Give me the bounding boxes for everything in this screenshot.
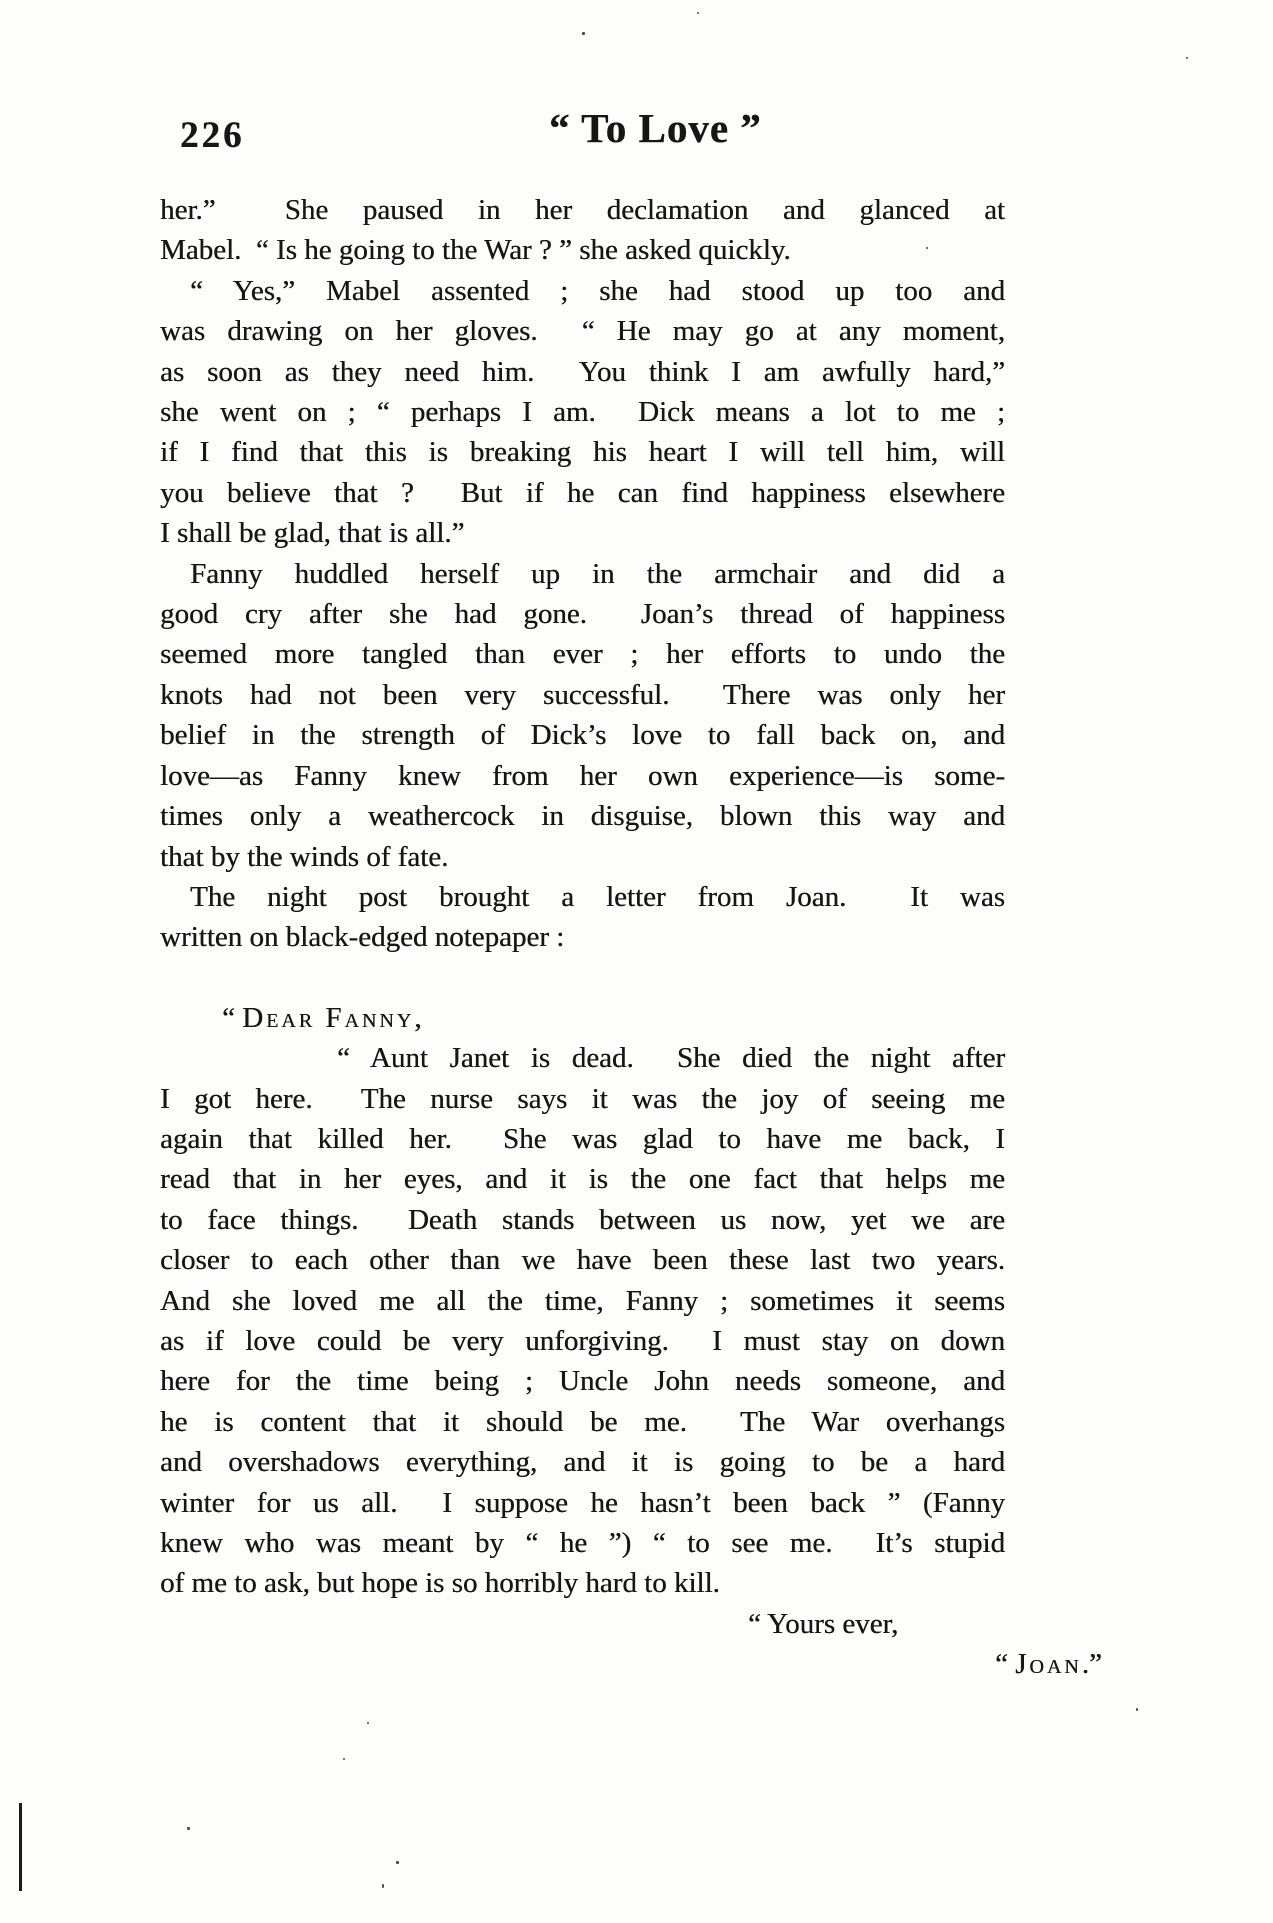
text-line: written on black-edged notepaper : — [160, 921, 565, 954]
paragraph — [160, 877, 1005, 958]
scan-artifact-line — [19, 1803, 22, 1891]
letter-signature — [995, 1644, 1102, 1684]
text-line: “ Yes,” Mabel assented ; she had stood up too and — [190, 274, 1005, 307]
scan-speck — [187, 1827, 190, 1830]
scan-speck — [926, 247, 928, 249]
text-line: Mabel. “ Is he going to the War ? ” she asked quickly. — [160, 234, 791, 267]
text-line: you believe that ? But if he can find happiness elsewhere — [160, 476, 1005, 509]
scan-speck — [582, 32, 585, 35]
text-line: times only a weathercock in disguise, blown this way and — [160, 800, 1005, 833]
scan-speck — [697, 12, 699, 14]
text-line: “ Aunt Janet is dead. She died the night after — [337, 1042, 1005, 1075]
paragraph — [160, 190, 1005, 271]
letter-salutation — [160, 998, 1005, 1038]
signature-end-quote: .” — [1081, 1648, 1102, 1681]
signature-open-quote: “ — [995, 1648, 1016, 1681]
salutation-name: Dear Fanny — [242, 1001, 415, 1034]
text-line: she went on ; “ perhaps I am. Dick means a lot to me ; — [160, 396, 1005, 429]
text-line: The night post brought a letter from Joan. It was — [190, 880, 1005, 913]
text-line: Fanny huddled herself up in the armchair and did a — [190, 557, 1005, 590]
scan-speck — [1136, 1708, 1138, 1711]
text-line: love—as Fanny knew from her own experience—is some- — [160, 759, 1005, 792]
text-line: closer to each other than we have been these last two years. — [160, 1244, 1005, 1277]
page-number: 226 — [180, 115, 245, 156]
text-line: that by the winds of fate. — [160, 840, 449, 873]
text-line: and overshadows everything, and it is going to be a hard — [160, 1446, 1005, 1479]
scan-speck — [367, 1722, 369, 1724]
text-line: I shall be glad, that is all.” — [160, 517, 465, 550]
text-line: I got here. The nurse says it was the joy of seeing me — [160, 1082, 1005, 1115]
text-line: seemed more tangled than ever ; her efforts to undo the — [160, 638, 1005, 671]
running-title: “ To Love ” — [549, 105, 762, 151]
scan-speck — [382, 1884, 384, 1888]
text-line: read that in her eyes, and it is the one fact that helps me — [160, 1163, 1005, 1196]
paragraph — [160, 554, 1005, 877]
paragraphs-container — [160, 190, 1005, 958]
letter-block — [160, 998, 1102, 1685]
paragraph — [160, 271, 1005, 554]
salutation-open-quote: “ — [222, 1001, 243, 1034]
scan-speck — [1186, 57, 1188, 59]
salutation-comma: , — [414, 1001, 422, 1034]
text-line: to face things. Death stands between us now, yet we are — [160, 1203, 1005, 1236]
text-line: knew who was meant by “ he ”) “ to see me. It’s stupid — [160, 1527, 1005, 1559]
text-line: was drawing on her gloves. “ He may go at any moment, — [160, 315, 1005, 348]
scan-speck — [396, 1861, 399, 1864]
signature-name: Joan — [1015, 1648, 1082, 1681]
letter-body — [160, 1038, 1005, 1604]
text-line: as soon as they need him. You think I am awfully hard,” — [160, 355, 1005, 388]
text-line: if I find that this is breaking his heart I will tell him, will — [160, 436, 1005, 469]
letter-closing: “ Yours ever, — [748, 1607, 899, 1640]
text-line: winter for us all. I suppose he hasn’t been back ” (Fanny — [160, 1486, 1005, 1519]
text-line: good cry after she had gone. Joan’s thread of happiness — [160, 598, 1005, 631]
text-line: he is content that it should be me. The War overhangs — [160, 1405, 1005, 1438]
text-line: And she loved me all the time, Fanny ; sometimes it seems — [160, 1284, 1005, 1317]
text-line: knots had not been very successful. There was only her — [160, 678, 1005, 711]
text-line: belief in the strength of Dick’s love to fall back on, and — [160, 719, 1005, 752]
text-line: here for the time being ; Uncle John needs someone, and — [160, 1365, 1005, 1398]
text-line: as if love could be very unforgiving. I must stay on down — [160, 1324, 1005, 1357]
text-line: of me to ask, but hope is so horribly hard to kill. — [160, 1567, 720, 1600]
text-block — [160, 190, 1102, 1685]
text-line: again that killed her. She was glad to have me back, I — [160, 1122, 1005, 1155]
text-line: her.” She paused in her declamation and glanced at — [160, 194, 1005, 226]
scan-speck — [343, 1758, 345, 1760]
